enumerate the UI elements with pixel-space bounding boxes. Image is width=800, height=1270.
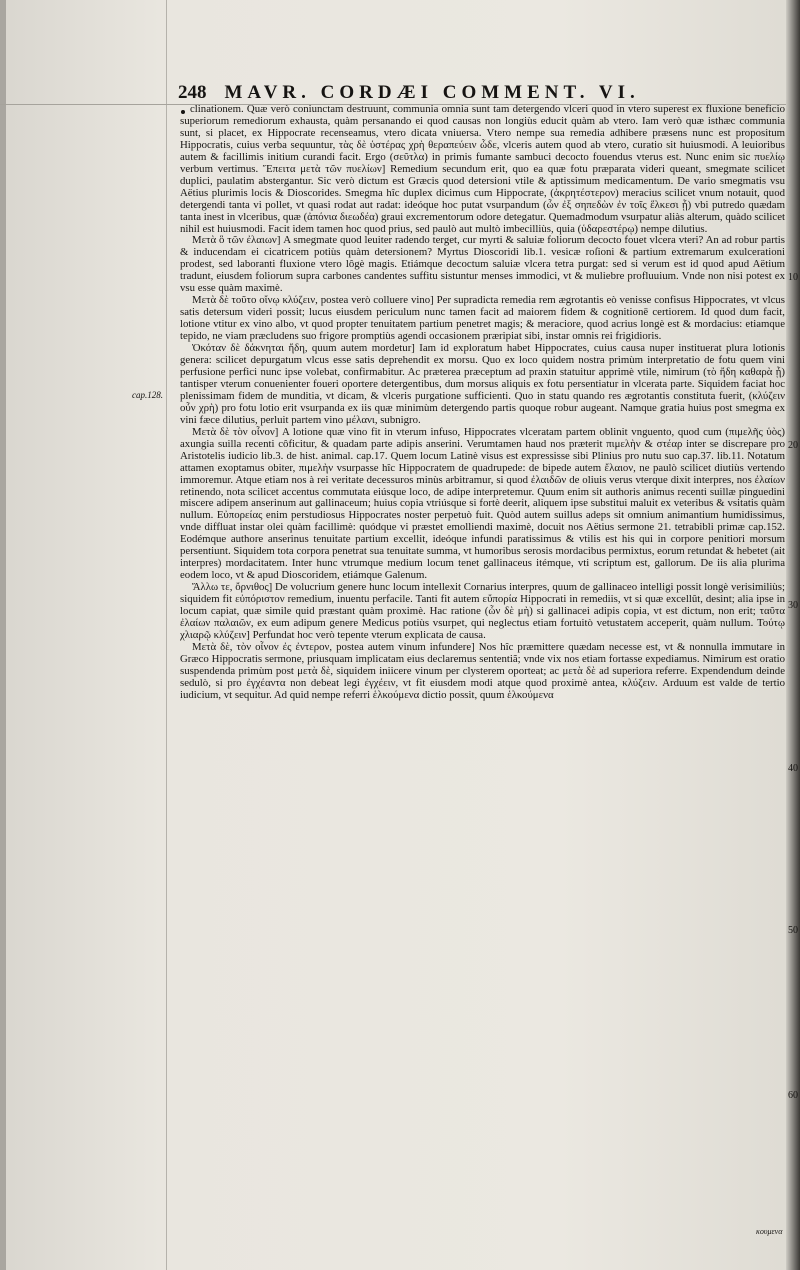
- page-number: 248: [178, 82, 207, 103]
- catchword: κουμενα: [756, 1227, 783, 1236]
- line-number: 50: [788, 925, 798, 936]
- paragraph: Μετὰ ὃ τῶν ἐλαιων] A smegmate quod leuiter radendo terget, cur myrti & saluiæ foliorum decocto fouet vlcera vteri? An ad robur partis & inducendam ei cicatricem potiùs quàm detersionem? Myrtus Dioscoridi lib.1. vesicæ roſioni & partium extremarum exulcerationi prodest, sed laboranti fluxione vtero lôgè magis. Etiámque decoctum saluiæ vlcera tetra purgat: sed si verum est id quod apud Aëtium tradunt, eiusdem foliorum supra carbones candentes suffitu sistuntur menses immodici, vt & muliebre profluuium. Vnde non nisi potest ex vsu esse quàm maximè.: [180, 234, 785, 295]
- page-spine: [0, 0, 6, 1270]
- running-title: MAVR. CORDÆI COMMENT. VI.: [224, 82, 640, 103]
- paragraph: Ἄλλω τε, ὄρνιθος] De volucrium genere hunc locum intellexit Cornarius interpres, quum de gallinaceo intelligi possit longè verisimiliùs; siquidem fit εὐπόριστον remedium, inuentu perfacile. Tanti fit autem εὔπορία Hippocrati in remediis, vt si quæ excellût, desint; alia ipse in locum capiat, quæ simile quid præstant quàm proximè. Hac ratione (ὧν δὲ μὴ) si gallinacei adipis copia, vt est dictum, non erit; ταῦτα ἐλαίων παλαιῶν, ex eum adipum genere Medicus potiùs vsurpet, qui neglectus etiam fortuitò vetustatem acceperit, quàm nullum. Τούτῳ χλιαρῷ κλύζειν] Perfundat hoc verò tepente vterum explicata de causa.: [180, 581, 785, 641]
- paragraph: Μετὰ δὲ τοῦτο οἴνῳ κλύζειν, postea verò colluere vino] Per supradicta remedia rem ægrotantis eò venisse confisus Hippocrates, vt vlcus satis detersum videri possit; lucus eiusdem periculum nunc tamen facit ad maiorem fidem & cognitionē certiorem. Id quod dum facit, lotione vtitur ex vino albo, vt quod propter tenuitatem partium penetret magis; & meraciore, quod acrius longè est & mordacius: etiamque tepido, ne viam præcludens suo frigore promptiùs agendi occasionem præripiat sibi, instar omnis rei frigidioris.: [180, 294, 785, 343]
- page-edge-shadow: [786, 0, 800, 1270]
- margin-fold-line: [166, 0, 167, 1270]
- line-number: 20: [788, 440, 798, 451]
- paragraph: Ὁκόταν δὲ δάκνηται ἤδη, quum autem mordetur] Iam id exploratum habet Hippocrates, cuius causa nuper instituerat plura lotionis genera: scilicet depurgatum vlcus esse satis deprehendit ex morsu. Quo ex loco quidem nostra primùm interpretatio de fotu quem vini perfusione perfici nunc ipse volebat, confirmabitur. Ac præterea præceptum ad praxin statuitur apprimè vtile, nimirum (τὸ ἤδη καθαρὰ ᾖ) tantisper vterum conuenienter foueri oportere detergentibus, dum morsus aliquis ex fotu persentiatur in vlcerata parte. Siquidem faciat hoc plenissimam fidem de munditia, vt dicam, & vlceris purgatione sufficienti. Quo in statu quando res ægrotantis constituta fuerit, (κλύζειν οὖν χρὴ) pro fotu lotio erit vsurpanda ex iis quæ minimùm detergendo partis quoque robur augeant. Namque gratia huius post smegma ex vini fæce dilutius, perluit partem vino μέλανι, subnigro.: [180, 342, 785, 426]
- commentary-body: [180, 104, 785, 702]
- margin-note: cap.128.: [132, 390, 163, 400]
- paragraph: Μετὰ δὲ τὸν οἶνον] A lotione quæ vino fit in vterum infuso, Hippocrates vlceratam partem oblinit vnguento, quod cum (πιμελῆς ὑὸς) axungia suilla recenti côficitur, & quadam parte adipis anserini. Verumtamen haud nos præterit πιμελὴν & στέαρ inter se discrepare pro Aristotelis iudicio lib.3. de hist. animal. cap.17. Quem locum Latinè visus est expressisse sibi Plinius pro nutu suo cap.37. lib.11. Notatum attamen exoptamus obiter, πιμελὴν vsurpasse hîc Hippocratem de quadrupede: de bipede autem ἔλαιον, ne paulò scilicet diutiùs vertendo immoremur. Atque etiam nos à rei veritate decessuros minùs arbitramur, si quod ἐλαιδῶν de oliuis verus vterque dixit interpres, nos ἐλαίων retinendo, nota scilicet accentus commutata eiúsque loco, de adipe interpretemur. Quum enim sit authoris animus recenti suillæ pinguedini miscere adipem anserinum aut gallinaceum; huius copia vtriúsque si fortè deerit, aliquem ipse substitui maluit ex veteribus & vsitatis quàm nullum. Εὐπορείας enim perstudiosus Hippocrates noster perpetuò fuit. Quòd autem suillus adeps sit omnium animantium humidissimus, vnde diffluat instar olei quàm facillimè: quódque vi præstet emolliendi maximè, docuit nos Aëtius sermone 21. tetrabibli primæ cap.152. Eodémque authore anserinus tenuitate partium excellit, ideóque infundi paratissimus & vtilis est his qui in corpore penitiori morsum persentiunt. Siquidem tota corpora penetrat sua tenuitate summa, vt humoribus serosis mordacibus permixtus, eorum retundat & hebetet (ait interpres) mordacitatem. Inter hunc vtrumque medium locum tenet gallinaceus itémque, vti scriptum est, gallorum. De iis alia plurima eodem loco, vt & apud Dioscoridem, etiámque Galenum.: [180, 425, 785, 582]
- line-number: 60: [788, 1090, 798, 1101]
- line-number: 40: [788, 763, 798, 774]
- paragraph: Μετὰ δὲ, τὸν οἶνον ἐς ἐντερον, postea autem vinum infundere] Nos hîc præmittere quædam necesse est, vt & nonnulla immutare in Græco Hippocratis sermone, priusquam implicatam eius declaremus sententiã; vnde vix nos etiam fortasse expediamus. Nimirum est oratio suspendenda primùm post μετὰ δὲ, siquidem iniicere vinum per clysterem oporteat; ac μετὰ δὲ ad superiora referre. Expendendum deinde sedulò, si pro ἐγχέαντα non debeat legi ἐγχέειν, vt fit eiusdem modi atque quod proximè antea, κλύζειν. Arduum est valde de tertio iudicium, vt sequitur. Ad quid nempe referri ἑλκούμενα dictio possit, quum ἑλκούμενα: [180, 640, 785, 701]
- paragraph: clinationem. Quæ verò coniunctam destruunt, communia omnia sunt tam detergendo vlceri quod in vtero superest ex fluxione beneficio superiorum remediorum exhausta, quàm persanando ei quod causas non longiùs educit quàm ab vtero. Iam verò quæ isthæc communia sunt, si placet, ex Hippocrate recenseamus, vtero dicata vniuersa. Vtero nempe sua remedia adhibere præsens nunc est propositum Hippocratis, cuius verba sequuntur, τὰς δὲ ὑστέρας χρὴ θεραπεύειν ὧδε, vlceris autem quod ab vtero, curatio sit huiusmodi. A leuioribus autem & facillimis initium curandi facit. Ergo (σεῦτλα) in primis fumante sambuci decocto fouendus vterus est. Nunc enim sic πυελίῳ verbum vertimus. Ἔπειτα μετὰ τῶν πυελίων] Remedium secundum erit, quo ea quæ fotu præparata videri queant, smegmate scilicet duplici, paulatim abstergantur. Sic verò dictum est Græcis quod detersioni vtile & aptissimum medicamentum. De vario smegmatis vsu Aëtius plurimis locis & Dioscorides. Smegma hîc duplex dicimus cum Hippocrate, (ἀκρητέστερον) meracius scilicet vnum notauit, quod detergendi tanta vi pollet, vt quasi rodat aut radat: ideóque hoc putat vsurpandum (ὧν ἐξ σηπεδὼν ἐν τοῖς ἕλκεσι ᾖ) vbi putredo quædam tanta inest in vlceribus, quæ (ἀπόνια διεωδέα) graui excrementorum odore detegatur. Quemadmodum vsurpatur aliàs alterum, quàdo scilicet nihil est huiusmodi. Facit idem tamen hoc quod prius, sed paulò aut multò imbecilliùs, quia (ὑδαρεστέρῳ) nempe dilutius.: [180, 103, 785, 235]
- line-number: 10: [788, 272, 798, 283]
- line-number: 30: [788, 600, 798, 611]
